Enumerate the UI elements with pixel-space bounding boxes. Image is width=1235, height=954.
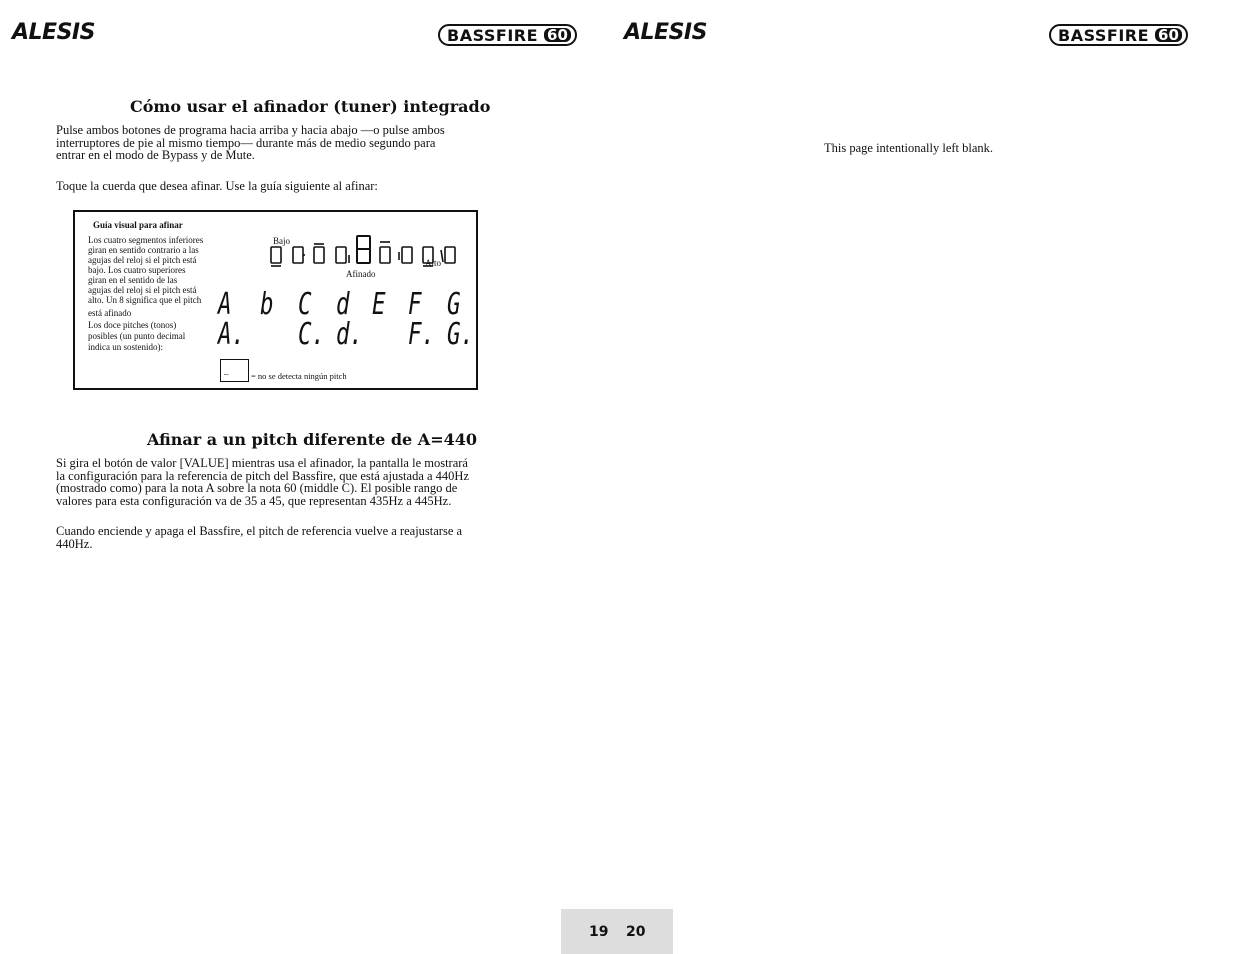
text-line: interruptores de pie al mismo tiempo— durante más de medio segundo para	[56, 135, 436, 150]
text-line: agujas del reloj si el pitch está	[88, 255, 197, 265]
text-line: bajo. Los cuatro superiores	[88, 265, 186, 275]
text-line: Si gira el botón de valor [VALUE] mientras usa el afinador, la pantalla le mostrará	[56, 456, 468, 470]
blank-page-note: This page intentionally left blank.	[824, 141, 994, 155]
label-low: Bajo	[273, 236, 290, 246]
note-b: b	[260, 287, 274, 322]
text-line: giran en el sentido de las	[88, 275, 178, 285]
no-pitch-display	[220, 359, 249, 382]
text-line: (mostrado como) para la nota A sobre la nota 60 (middle C). El posible rango de	[56, 481, 458, 495]
no-pitch-symbol: _	[224, 366, 229, 376]
bassfire-logo-word: BASSFIRE	[1058, 25, 1150, 45]
note-a-sharp: A.	[218, 317, 246, 352]
bassfire-logo-right	[1049, 24, 1188, 46]
text-line: indica un sostenido):	[88, 342, 163, 352]
power-cycle-paragraph	[56, 525, 561, 550]
bassfire-logo-left	[438, 24, 577, 46]
note-a: A	[218, 287, 232, 322]
label-tuned: Afinado	[346, 269, 376, 279]
tuner-guide-description	[88, 235, 223, 318]
note-f: F	[408, 287, 422, 322]
tuner-heading: Cómo usar el afinador (tuner) integrado	[130, 97, 491, 116]
note-c: C	[298, 287, 312, 322]
a440-paragraph	[56, 457, 561, 507]
no-pitch-text: = no se detecta ningún pitch	[251, 371, 347, 381]
bassfire-logo-number: 60	[542, 26, 573, 44]
tuner-instruction: Toque la cuerda que desea afinar. Use la guía siguiente al afinar:	[56, 179, 378, 193]
text-line: valores para esta configuración va de 35 a 45, que representan 435Hz a 445Hz.	[56, 493, 452, 508]
text-line: giran en sentido contrario a las	[88, 245, 199, 255]
tuner-guide-pitches-text	[88, 320, 223, 352]
low-segment-4	[336, 247, 349, 263]
high-segment-4	[441, 247, 455, 263]
high-segment-2	[399, 247, 412, 263]
low-segment-1	[271, 247, 281, 266]
bassfire-logo-number: 60	[1153, 26, 1184, 44]
text-line: Cuando enciende y apaga el Bassfire, el pitch de referencia vuelve a reajustarse a	[56, 524, 463, 538]
text-line: Los cuatro segmentos inferiores	[88, 235, 204, 245]
tuner-intro-paragraph	[56, 124, 556, 162]
text-line: agujas del reloj si el pitch está	[88, 285, 197, 295]
note-e: E	[372, 287, 386, 322]
alesis-logo-right: ALESIS	[624, 20, 707, 45]
alesis-logo-left: ALESIS	[12, 20, 95, 45]
page-number-left: 19	[589, 924, 609, 940]
bassfire-logo-word: BASSFIRE	[447, 25, 539, 45]
text-line: Los doce pitches (tonos)	[88, 320, 177, 330]
tuning-segment-indicator	[265, 230, 465, 270]
high-segment-1	[380, 242, 390, 263]
note-d-sharp: d.	[336, 317, 364, 352]
note-g-sharp: G.	[447, 317, 475, 352]
text-line: 440Hz.	[56, 536, 93, 551]
tuner-guide-box	[73, 210, 478, 390]
text-line: la configuración para la referencia de pitch del Bassfire, que está ajustada a 440Hz	[56, 468, 470, 483]
a440-heading: Afinar a un pitch diferente de A=440	[147, 430, 478, 449]
note-g: G	[447, 287, 461, 322]
note-f-sharp: F.	[408, 317, 436, 352]
note-d: d	[336, 287, 350, 322]
text-line: Pulse ambos botones de programa hacia arriba y hacia abajo —o pulse ambos	[56, 123, 445, 137]
high-segment-3	[423, 247, 433, 266]
page-number-tab	[561, 909, 673, 954]
page-number-right: 20	[626, 924, 646, 940]
tuned-eight-digit	[357, 236, 370, 263]
text-line: alto. Un 8 significa que el pitch	[88, 295, 202, 305]
text-line: está afinado	[88, 308, 132, 318]
tuner-guide-title: Guía visual para afinar	[93, 220, 183, 230]
low-segment-3	[314, 244, 324, 263]
text-line: entrar en el modo de Bypass y de Mute.	[56, 148, 255, 162]
label-high: Alto	[425, 258, 442, 268]
low-segment-2	[293, 247, 305, 263]
notes-sharp-row	[218, 317, 478, 352]
text-line: posibles (un punto decimal	[88, 331, 186, 341]
note-c-sharp: C.	[298, 317, 326, 352]
